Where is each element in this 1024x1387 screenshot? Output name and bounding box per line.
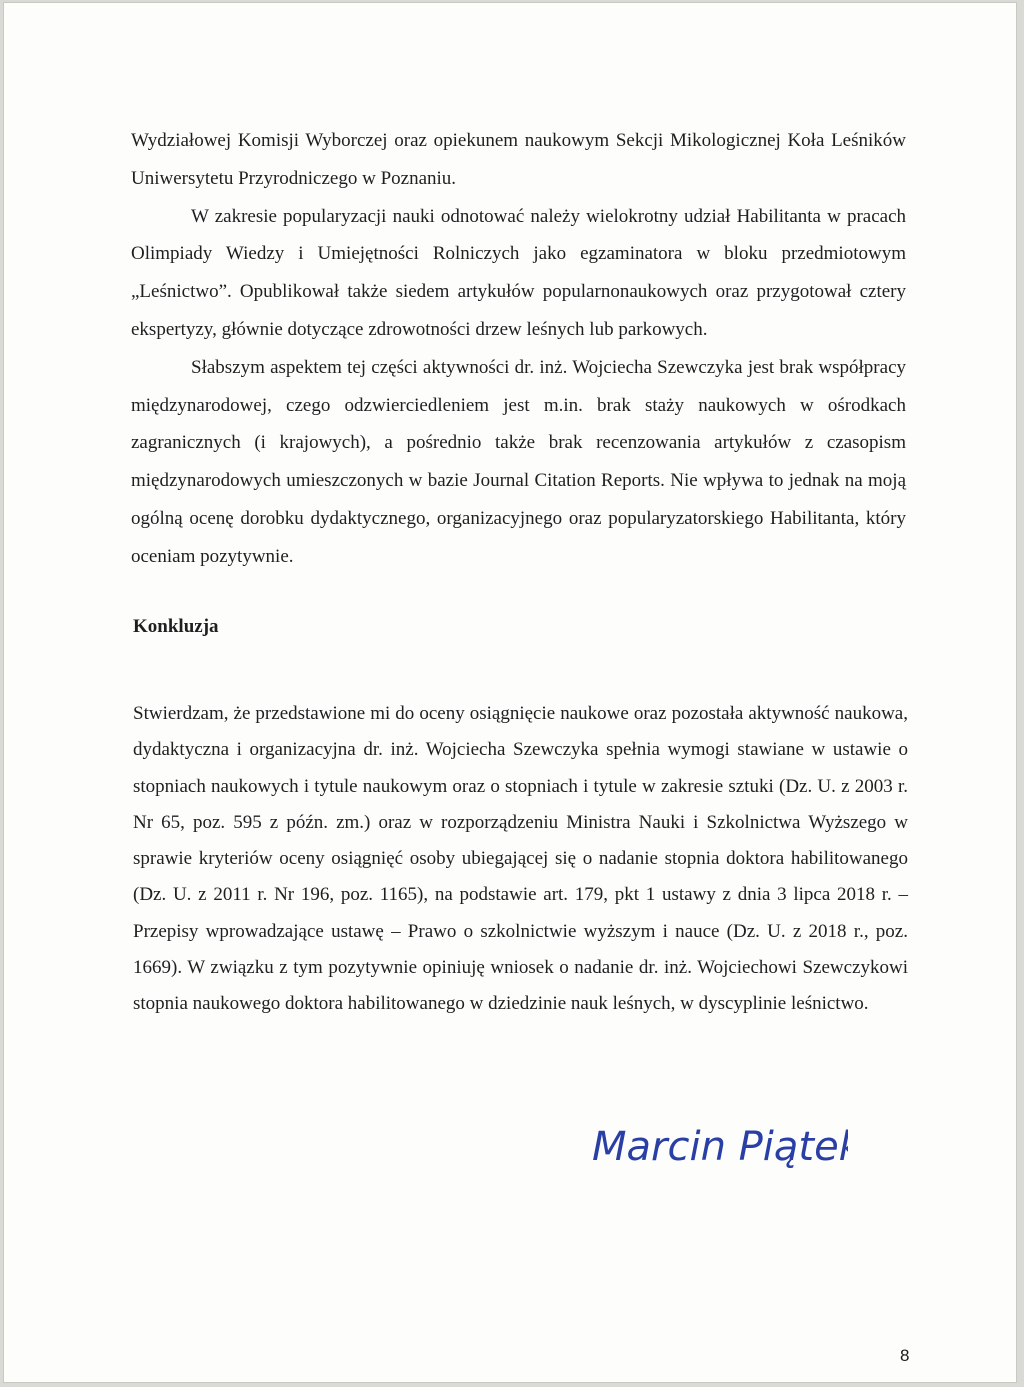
paragraph-continuation: Wydziałowej Komisji Wyborczej oraz opiekunem naukowym Sekcji Mikologicznej Koła Leśników Uniwersytetu Przyrodniczego w Poznaniu. [131, 130, 906, 189]
document-page [3, 2, 1017, 1383]
paragraph-conclusion: Stwierdzam, że przedstawione mi do oceny osiągnięcie naukowe oraz pozostała aktywność naukowa, dydaktyczna i organizacyjna dr. inż. Wojciecha Szewczyka spełnia wymogi stawiane w ustawie o stopniach naukowych i tytule naukowym oraz o stopniach i tytule w zakresie sztuki (Dz. U. z 2003 r. Nr 65, poz. 595 z późn. zm.) oraz w rozporządzeniu Ministra Nauki i Szkolnictwa Wyższego w sprawie kryteriów oceny osiągnięć osoby ubiegającej się o nadanie stopnia doktora habilitowanego (Dz. U. z 2011 r. Nr 196, poz. 1165), na podstawie art. 179, pkt 1 ustawy z dnia 3 lipca 2018 r. – Przepisy wprowadzające ustawę – Prawo o szkolnictwie wyższym i nauce (Dz. U. z 2018 r., poz. 1669). W związku z tym pozytywnie opiniuję wniosek o nadanie dr. inż. Wojciechowi Szewczykowi stopnia naukowego doktora habilitowanego w dziedzinie nauk leśnych, w dyscyplinie leśnictwo. [133, 703, 908, 1015]
body-text [131, 122, 906, 576]
paragraph-popularization: W zakresie popularyzacji nauki odnotować należy wielokrotny udział Habilitanta w pracach Olimpiady Wiedzy i Umiejętności Rolniczych jako egzaminatora w bloku przedmiotowym „Leśnictwo”. Opublikował także siedem artykułów popularnonaukowych oraz przygotował cztery ekspertyzy, głównie dotyczące zdrowotności drzew leśnych lub parkowych. [131, 205, 906, 340]
signature-graphic [588, 1102, 848, 1182]
paragraph-weaker-aspect: Słabszym aspektem tej części aktywności dr. inż. Wojciecha Szewczyka jest brak współpracy międzynarodowej, czego odzwierciedleniem jest m.in. brak staży naukowych w ośrodkach zagranicznych (i krajowych), a pośrednio także brak recenzowania artykułów z czasopism międzynarodowych umieszczonych w bazie Journal Citation Reports. Nie wpływa to jednak na moją ogólną ocenę dorobku dydaktycznego, organizacyjnego oraz popularyzatorskiego Habilitanta, który oceniam pozytywnie. [131, 356, 906, 567]
conclusion-text [133, 696, 908, 1023]
signature [588, 1102, 848, 1182]
section-heading: Konkluzja [133, 616, 219, 637]
page-number: 8 [900, 1346, 910, 1365]
signature-text: Marcin Piątek [592, 1124, 848, 1170]
